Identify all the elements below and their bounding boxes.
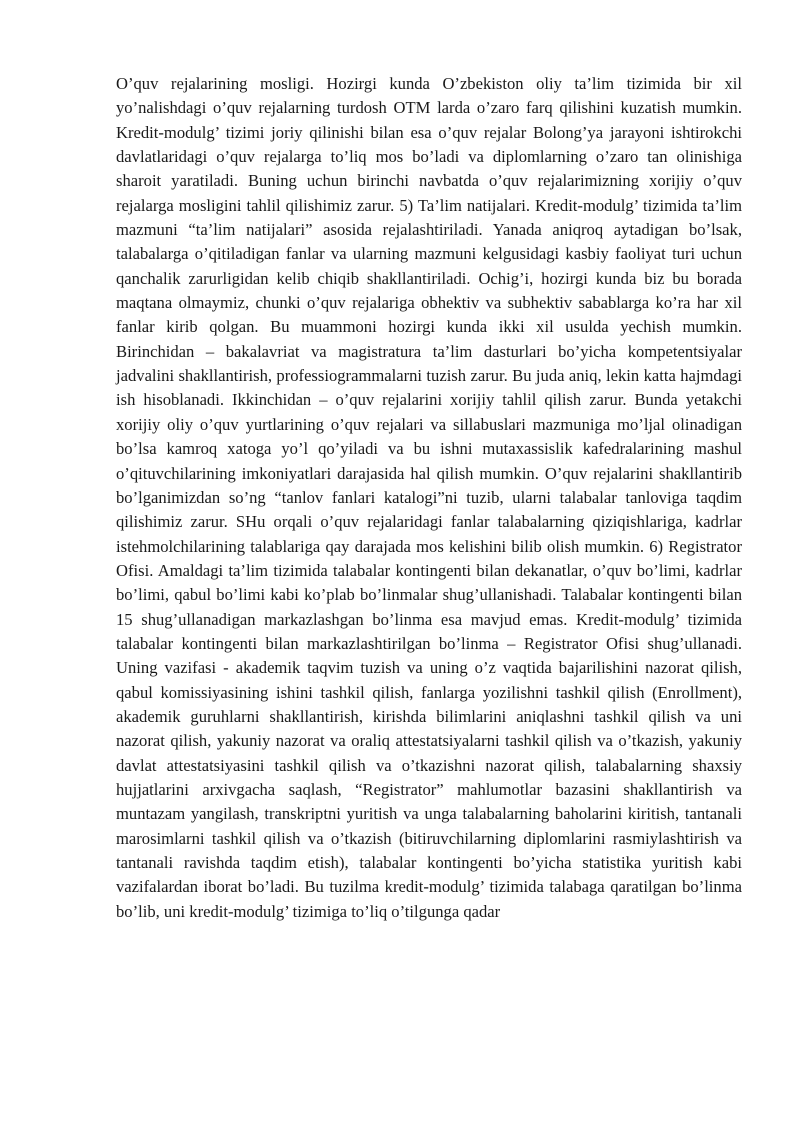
body-paragraph: O’quv rejalarining mosligi. Hozirgi kunda O’zbekiston oliy ta’lim tizimida bir xil yo’nalishdagi o’quv rejalarning turdosh OTM larda o’zaro farq qilishini kuzatish mumkin. Kredit-modulg’ tizimi joriy qilinishi bilan esa o’quv rejalar Bolong’ya jarayoni ishtirokchi davlatlaridagi o’quv rejalarga to’liq mos bo’ladi va diplomlarning o’zaro tan olinishiga sharoit yaratiladi. Buning uchun birinchi navbatda o’quv rejalarimizning xorijiy o’quv rejalarga mosligini tahlil qilishimiz zarur. 5) Ta’lim natijalari. Kredit-modulg’ tizimida ta’lim mazmuni “ta’lim natijalari” asosida rejalashtiriladi. Yanada aniqroq aytadigan bo’lsak, talabalarga o’qitiladigan fanlar va ularning mazmuni kelgusidagi kasbiy faoliyat turi uchun qanchalik zarurligidan kelib chiqib shakllantiriladi. Ochig’i, hozirgi kunda biz bu borada maqtana olmaymiz, chunki o’quv rejalariga obhektiv va subhektiv sabablarga ko’ra har xil fanlar kirib qolgan. Bu muammoni hozirgi kunda ikki xil usulda yechish mumkin. Birinchidan – bakalavriat va magistratura ta’lim dasturlari bo’yicha kompetentsiyalar jadvalini shakllantirish, professiogrammalarni tuzish zarur. Bu juda aniq, lekin katta hajmdagi ish hisoblanadi. Ikkinchidan – o’quv rejalarini xorijiy tahlil qilish zarur. Bunda yetakchi xorijiy oliy o’quv yurtlarining o’quv rejalari va sillabuslari mazmuniga mo’ljal olinadigan bo’lsa kamroq xatoga yo’l qo’yiladi va bu ishni mutaxassislik kafedralarining mashul o’qituvchilarining imkoniyatlari darajasida hal qilish mumkin. O’quv rejalarini shakllantirib bo’lganimizdan so’ng “tanlov fanlari katalogi”ni tuzib, ularni talabalar tanloviga taqdim qilishimiz zarur. SHu orqali o’quv rejalaridagi fanlar talabalarning qiziqishlariga, kadrlar istehmolchilarining talablariga qay darajada mos kelishini bilib olish mumkin. 6) Registrator Ofisi. Amaldagi ta’lim tizimida talabalar kontingenti bilan dekanatlar, o’quv bo’limi, kadrlar bo’limi, qabul bo’limi kabi ko’plab bo’linmalar shug’ullanishadi. Talabalar kontingenti bilan 15 shug’ullanadigan markazlashgan bo’linma esa mavjud emas. Kredit-modulg’ tizimida talabalar kontingenti bilan markazlashtirilgan bo’linma – Registrator Ofisi shug’ullanadi. Uning vazifasi - akademik taqvim tuzish va uning o’z vaqtida bajarilishini nazorat qilish, qabul komissiyasining ishini tashkil qilish, fanlarga yozilishni tashkil qilish (Enrollment), akademik guruhlarni shakllantirish, kirishda bilimlarini aniqlashni tashkil qilish va uni nazorat qilish, yakuniy nazorat va oraliq attestatsiyalarni tashkil qilish va o’tkazish, yakuniy davlat attestatsiyasini tashkil qilish va o’tkazishni nazorat qilish, talabalarning shaxsiy hujjatlarini arxivgacha saqlash, “Registrator” mahlumotlar bazasini shakllantirish va muntazam yangilash, transkriptni yuritish va unga talabalarning baholarini kiritish, tantanali marosimlarni tashkil qilish va o’tkazish (bitiruvchilarning diplomlarini rasmiylashtirish va tantanali ravishda taqdim etish), talabalar kontingenti bo’yicha statistika yuritish kabi vazifalardan iborat bo’ladi. Bu tuzilma kredit-modulg’ tizimida talabaga qaratilgan bo’linma bo’lib, uni kredit-modulg’ tizimiga to’liq o’tilgunga qadar bbox=[116, 74, 742, 921]
document-page bbox=[116, 72, 742, 924]
